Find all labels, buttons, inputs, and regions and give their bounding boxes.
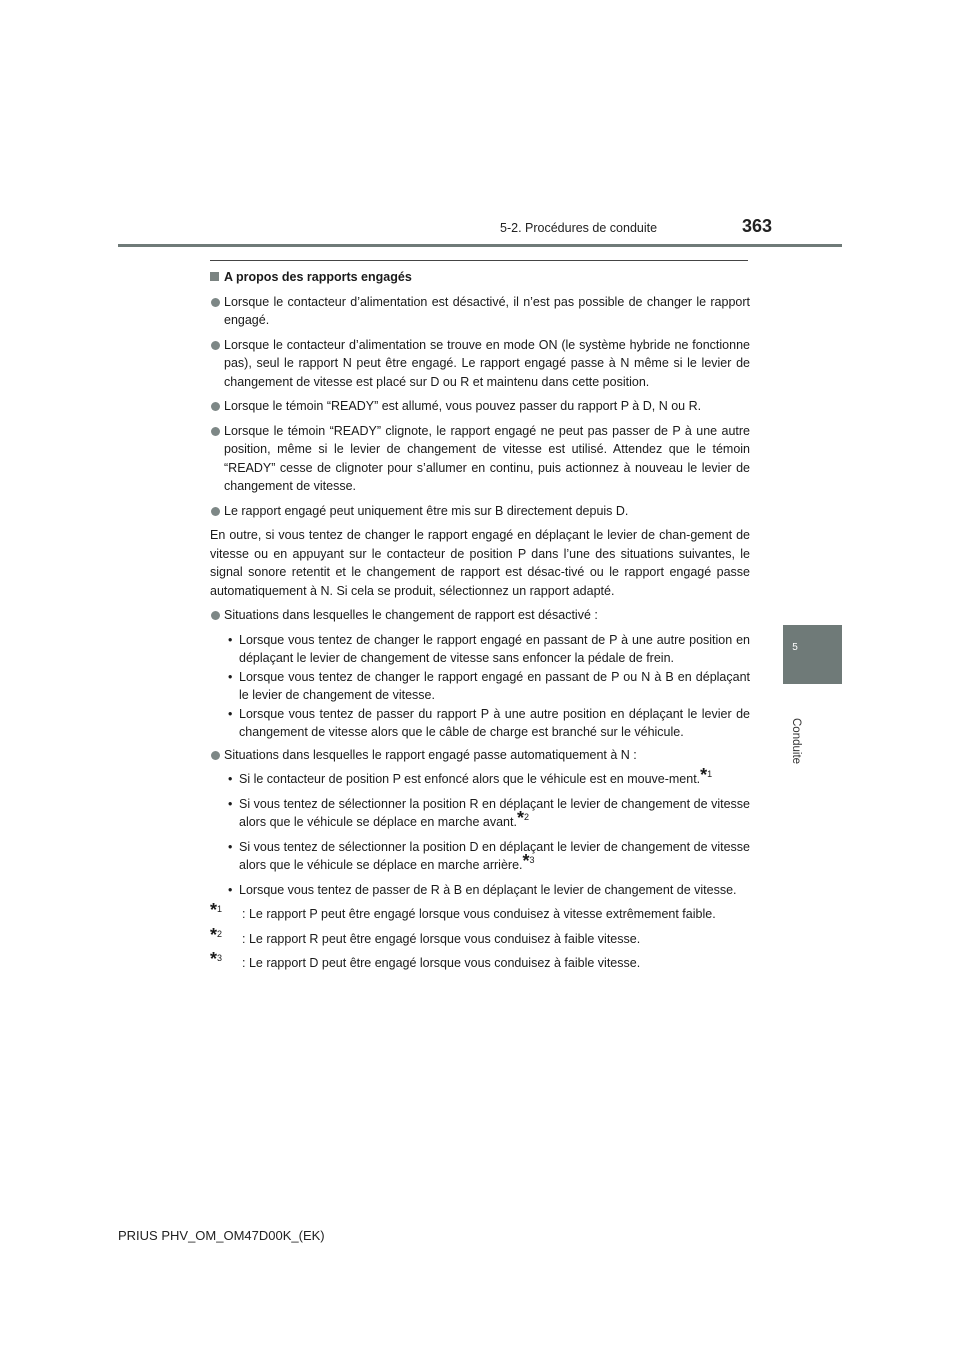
circle-bullet-icon [211, 427, 220, 436]
bullet-dot: • [228, 796, 233, 811]
chapter-tab-number: 5 [792, 642, 798, 653]
bullet-dot: • [228, 632, 233, 647]
circle-bullet-icon [211, 402, 220, 411]
situation-list [210, 631, 750, 742]
bullet-dot: • [228, 772, 233, 786]
situation-item-text: Si vous tentez de sélectionner la position R en déplaçant le levier de changement de vitesse alors que le véhicule se déplace en marche avant. [239, 796, 750, 829]
situation-item-text: Lorsque vous tentez de changer le rapport engagé en passant de P ou N à B en déplaçant le levier de changement de vitesse. [239, 669, 750, 702]
bullet-item-text: Lorsque le contacteur d’alimentation se trouve en mode ON (le système hybride ne fonctionne pas), seul le rapport N peut être engagé. Le rapport engagé passe à N même si le levier de changement de vitesse est placé sur D ou R et maintenu dans cette position. [224, 337, 750, 389]
chapter-label-text: Conduite [790, 718, 802, 765]
footnote [210, 900, 750, 924]
situation-item [210, 668, 750, 705]
bullet-item-text: Le rapport engagé peut uniquement être mis sur B directement depuis D. [224, 503, 629, 518]
body-paragraph: En outre, si vous tentez de changer le rapport engagé en déplaçant le levier de chan-gement de vitesse ou en appuyant sur le contacteur de position P dans l’une des situations suivantes, le signal sonore retentit et le changement de rapport est désac-tivé ou le rapport engagé passe automatiquement à N. Si cela se produit, sélectionnez un rapport adapté. [210, 528, 750, 598]
footnote-text: : Le rapport R peut être engagé lorsque vous conduisez à faible vitesse. [242, 931, 641, 946]
bullet-item-text: Lorsque le contacteur d’alimentation est désactivé, il n’est pas possible de changer le rapport engagé. [224, 294, 750, 327]
situation-item-text: Lorsque vous tentez de changer le rapport engagé en passant de P à une autre position en déplaçant le levier de changement de vitesse sans enfoncer la pédale de frein. [239, 632, 750, 665]
circle-bullet-icon [211, 341, 220, 350]
footnote-ref: 2 [523, 812, 529, 822]
situation-item-text: Lorsque vous tentez de passer du rapport P à une autre position en déplaçant le levier de changement de vitesse alors que le câble de charge est branché sur le véhicule. [239, 706, 750, 739]
footnote [210, 949, 750, 973]
situation-item [210, 795, 750, 832]
square-bullet-icon [210, 272, 219, 281]
footnote-star: * [210, 949, 218, 969]
situation-heading-text: Situations dans lesquelles le rapport engagé passe automatiquement à N : [224, 747, 637, 762]
situation-item [210, 631, 750, 668]
circle-bullet-icon [211, 751, 220, 760]
footnote-star: * [522, 851, 530, 871]
footnote-star: * [210, 924, 218, 945]
footnote [210, 924, 750, 949]
footnote-text: : Le rapport D peut être engagé lorsque vous conduisez à faible vitesse. [242, 956, 641, 970]
bullet-item-text: Lorsque le témoin “READY” clignote, le rapport engagé ne peut pas passer de P à une autre position, même si le levier de changement de vitesse est utilisé. Attendez que le témoin “READY” cesse de clignoter pour s’allumer en continu, puis actionnez à nouveau le levier de changement de vitesse. [224, 423, 750, 493]
circle-bullet-icon [211, 611, 220, 620]
situation-heading [210, 746, 750, 765]
bullet-item [210, 293, 750, 330]
header-section-title: 5-2. Procédures de conduite [500, 221, 658, 235]
situation-heading-text: Situations dans lesquelles le changement de rapport est désactivé : [224, 608, 598, 622]
footnote-marker [210, 900, 223, 924]
page-number: 363 [742, 216, 773, 236]
section-heading-text: A propos des rapports engagés [224, 270, 412, 284]
bullet-item [210, 397, 750, 416]
header-rule [118, 244, 842, 247]
situation-item [210, 705, 750, 742]
situation-item-text: Lorsque vous tentez de passer de R à B en déplaçant le levier de changement de vitesse. [239, 882, 737, 897]
bullet-dot: • [228, 882, 233, 897]
content-top-rule [210, 260, 748, 261]
bullet-item [210, 502, 750, 521]
circle-bullet-icon [211, 298, 220, 307]
footnote-ref: 3 [529, 855, 535, 865]
situation-item [210, 881, 750, 900]
footnote-marker [210, 924, 223, 949]
situation-item [210, 838, 750, 875]
bullet-item [210, 422, 750, 496]
bullet-item-text: Lorsque le témoin “READY” est allumé, vous pouvez passer du rapport P à D, N ou R. [224, 399, 702, 413]
circle-bullet-icon [211, 507, 220, 516]
footnote-number: 1 [217, 904, 223, 914]
bullet-dot: • [228, 669, 233, 684]
footnote-ref: 1 [707, 769, 713, 779]
bullet-dot: • [228, 839, 233, 854]
footnote-marker [210, 949, 223, 973]
chapter-label [790, 718, 806, 798]
chapter-tab [783, 625, 842, 684]
situation-item-text: Si vous tentez de sélectionner la position D en déplaçant le levier de changement de vitesse alors que le véhicule se déplace en marche arrière. [239, 839, 750, 872]
section-heading [210, 268, 750, 287]
footnote-star: * [700, 765, 708, 785]
footnote-number: 3 [217, 953, 223, 963]
footnote-star: * [516, 808, 524, 828]
situation-list [210, 765, 750, 899]
footnote-number: 2 [217, 928, 223, 939]
bullet-dot: • [228, 706, 233, 721]
footnote-text: : Le rapport P peut être engagé lorsque vous conduisez à vitesse extrêmement faible. [242, 907, 716, 921]
situation-heading [210, 606, 750, 625]
document-code: PRIUS PHV_OM_OM47D00K_(EK) [118, 1228, 325, 1243]
main-content [210, 268, 750, 979]
situation-item-text: Si le contacteur de position P est enfoncé alors que le véhicule est en mouve-ment. [239, 772, 701, 786]
footnote-star: * [210, 900, 218, 920]
bullet-item [210, 336, 750, 392]
situation-item [210, 765, 750, 789]
